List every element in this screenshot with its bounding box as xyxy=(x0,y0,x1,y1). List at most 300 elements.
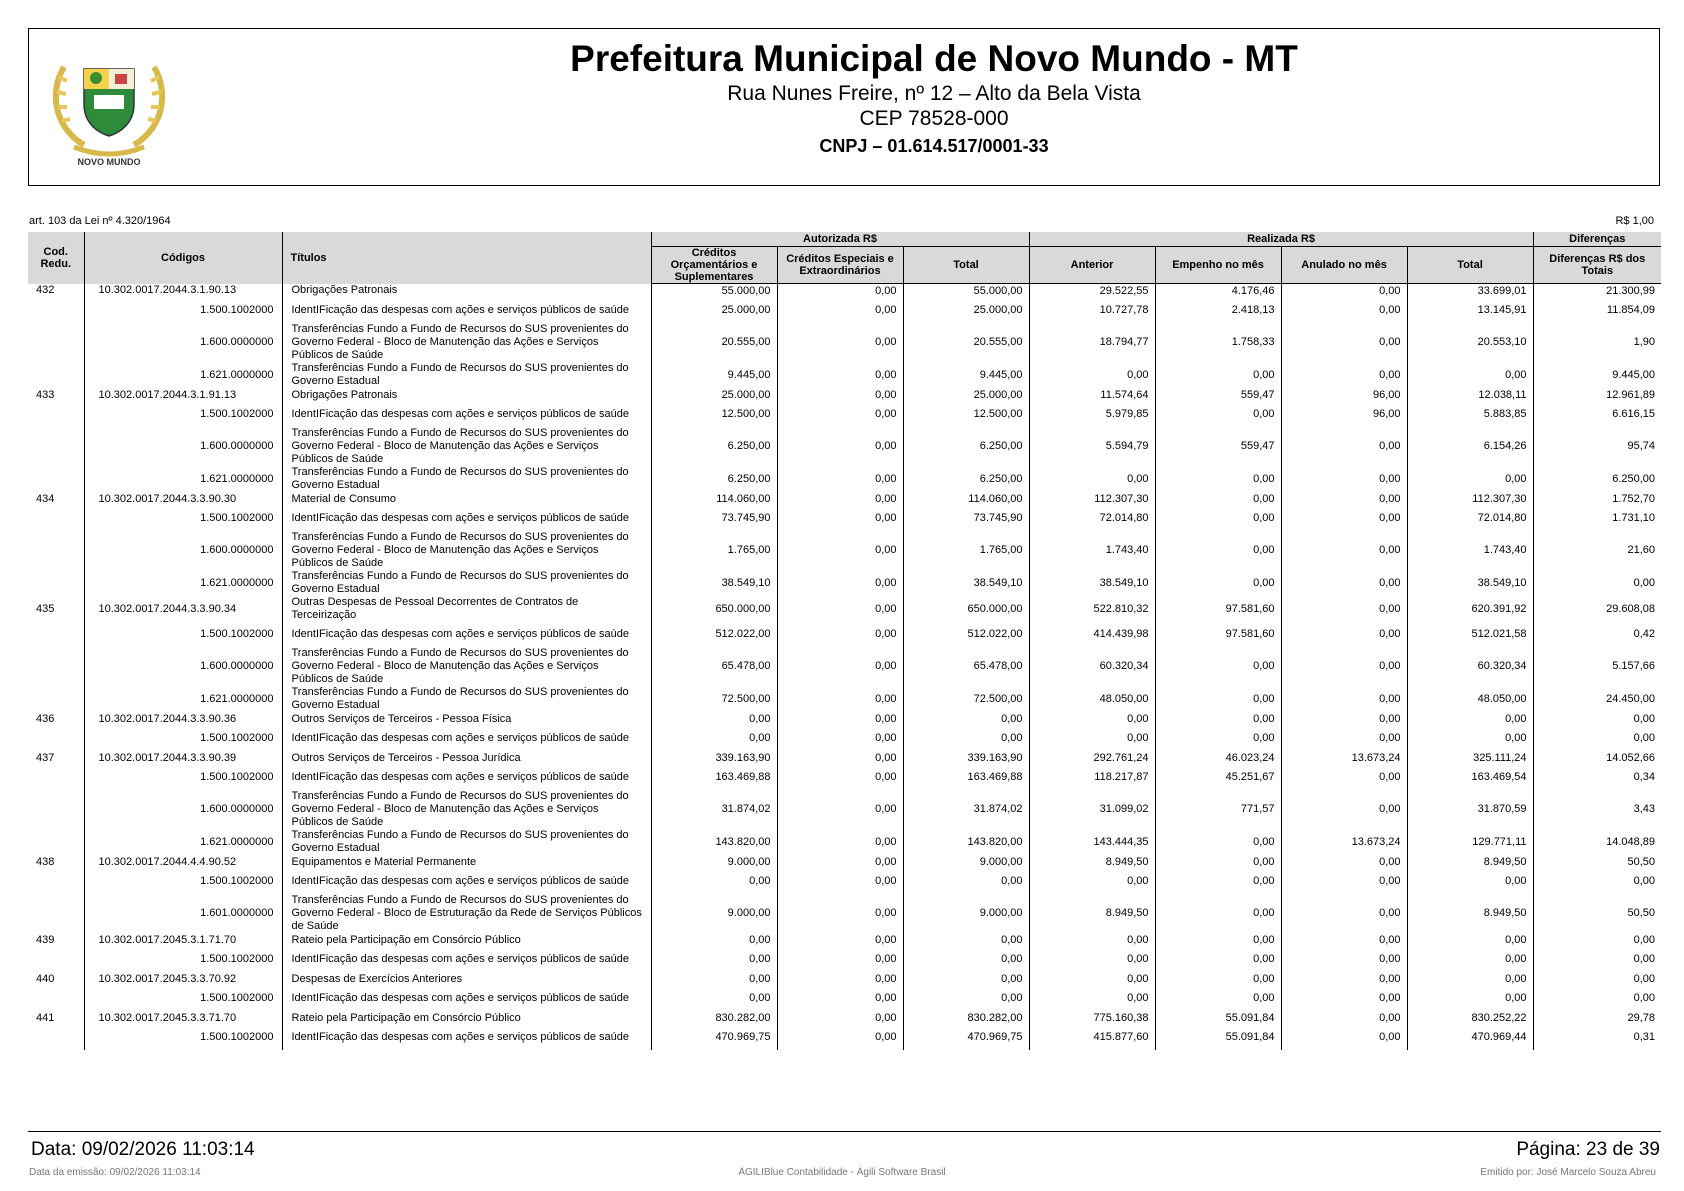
cell-total-autorizada: 0,00 xyxy=(903,933,1029,947)
cell-creditos-especiais: 0,00 xyxy=(777,972,903,986)
cell-empenho: 0,00 xyxy=(1155,570,1281,596)
cell-total-autorizada: 73.745,90 xyxy=(903,506,1029,531)
cell-cod-reduzido: 436 xyxy=(36,712,55,725)
cell-diferenca: 29,78 xyxy=(1533,1011,1661,1025)
table-row xyxy=(28,298,1661,323)
cell-diferenca: 0,42 xyxy=(1533,622,1661,647)
cell-anulado: 13.673,24 xyxy=(1281,751,1407,765)
cell-creditos-orcamentarios: 25.000,00 xyxy=(651,298,777,323)
cell-codigo: 1.500.1002000 xyxy=(84,1025,282,1050)
table-body xyxy=(28,284,1661,1051)
cell-creditos-especiais: 0,00 xyxy=(777,647,903,686)
cell-empenho: 46.023,24 xyxy=(1155,751,1281,765)
cell-total-autorizada: 25.000,00 xyxy=(903,388,1029,402)
cell-total-realizada: 163.469,54 xyxy=(1407,765,1533,790)
cell-creditos-orcamentarios: 0,00 xyxy=(651,933,777,947)
cell-anulado: 0,00 xyxy=(1281,466,1407,492)
cell-cod-reduzido xyxy=(28,466,84,492)
cell-codigo: 1.600.0000000 xyxy=(84,323,282,362)
cell-anterior: 29.522,55 xyxy=(1029,284,1155,299)
col-diferencas-totais: Diferenças R$ dos Totais xyxy=(1533,247,1661,284)
cell-titulo: Transferências Fundo a Fundo de Recursos do SUS provenientes do Governo Federal - Bloco de Estruturação da Rede de Serviços Públicos de Saúde xyxy=(282,894,651,933)
cell-total-realizada: 0,00 xyxy=(1407,869,1533,894)
organization-block xyxy=(29,37,1659,161)
cell-empenho: 0,00 xyxy=(1155,855,1281,869)
cell-creditos-orcamentarios: 9.000,00 xyxy=(651,855,777,869)
group-realizada: Realizada R$ xyxy=(1029,232,1533,247)
cell-empenho: 4.176,46 xyxy=(1155,284,1281,299)
cell-anulado: 0,00 xyxy=(1281,427,1407,466)
cell-creditos-orcamentarios: 830.282,00 xyxy=(651,1011,777,1025)
cell-creditos-orcamentarios: 143.820,00 xyxy=(651,829,777,855)
cell-empenho: 559,47 xyxy=(1155,427,1281,466)
cell-diferenca: 11.854,09 xyxy=(1533,298,1661,323)
cell-total-autorizada: 25.000,00 xyxy=(903,298,1029,323)
table-row xyxy=(28,986,1661,1011)
table-row xyxy=(28,570,1661,596)
cell-total-autorizada: 830.282,00 xyxy=(903,1011,1029,1025)
table-row xyxy=(28,686,1661,712)
cell-creditos-orcamentarios: 20.555,00 xyxy=(651,323,777,362)
cell-cod-reduzido xyxy=(28,686,84,712)
cell-anulado: 0,00 xyxy=(1281,323,1407,362)
cell-total-realizada: 8.949,50 xyxy=(1407,894,1533,933)
cell-diferenca: 6.250,00 xyxy=(1533,466,1661,492)
cell-total-realizada: 0,00 xyxy=(1407,933,1533,947)
cell-anulado: 0,00 xyxy=(1281,855,1407,869)
cell-creditos-especiais: 0,00 xyxy=(777,947,903,972)
cell-diferenca: 0,00 xyxy=(1533,726,1661,751)
cell-total-realizada: 6.154,26 xyxy=(1407,427,1533,466)
cell-creditos-especiais: 0,00 xyxy=(777,765,903,790)
organization-address: Rua Nunes Freire, nº 12 – Alto da Bela Vista xyxy=(727,82,1141,105)
cell-anulado: 0,00 xyxy=(1281,284,1407,299)
cell-creditos-orcamentarios: 12.500,00 xyxy=(651,402,777,427)
cell-total-autorizada: 163.469,88 xyxy=(903,765,1029,790)
cell-diferenca: 0,00 xyxy=(1533,947,1661,972)
cell-empenho: 0,00 xyxy=(1155,492,1281,506)
cell-anterior: 414.439,98 xyxy=(1029,622,1155,647)
cell-total-autorizada: 0,00 xyxy=(903,726,1029,751)
cell-titulo: IdentIFicação das despesas com ações e serviços públicos de saúde xyxy=(282,622,651,647)
cell-diferenca: 3,43 xyxy=(1533,790,1661,829)
cell-anterior: 60.320,34 xyxy=(1029,647,1155,686)
cell-codigo: 1.600.0000000 xyxy=(84,790,282,829)
cell-titulo: IdentIFicação das despesas com ações e serviços públicos de saúde xyxy=(282,947,651,972)
cell-empenho: 2.418,13 xyxy=(1155,298,1281,323)
cell-anterior: 522.810,32 xyxy=(1029,596,1155,622)
cell-titulo: IdentIFicação das despesas com ações e serviços públicos de saúde xyxy=(282,298,651,323)
cell-empenho: 1.758,33 xyxy=(1155,323,1281,362)
cell-total-realizada: 13.145,91 xyxy=(1407,298,1533,323)
cell-total-autorizada: 6.250,00 xyxy=(903,427,1029,466)
cell-cod-reduzido: 433 xyxy=(36,388,55,401)
cell-codigo: 1.601.0000000 xyxy=(84,894,282,933)
col-anulado: Anulado no mês xyxy=(1281,247,1407,284)
cell-creditos-especiais: 0,00 xyxy=(777,894,903,933)
cell-total-autorizada: 339.163,90 xyxy=(903,751,1029,765)
table-row xyxy=(28,972,1661,986)
cell-creditos-orcamentarios: 470.969,75 xyxy=(651,1025,777,1050)
cell-cod-reduzido: 439 xyxy=(36,933,55,946)
cell-creditos-orcamentarios: 38.549,10 xyxy=(651,570,777,596)
cell-creditos-orcamentarios: 25.000,00 xyxy=(651,388,777,402)
cell-cod-reduzido: 432 xyxy=(36,284,55,297)
report-header xyxy=(28,28,1660,186)
cell-total-realizada: 0,00 xyxy=(1407,972,1533,986)
cell-codigo: 1.500.1002000 xyxy=(84,506,282,531)
cell-anulado: 0,00 xyxy=(1281,570,1407,596)
cell-total-autorizada: 114.060,00 xyxy=(903,492,1029,506)
cell-codigo: 1.500.1002000 xyxy=(84,869,282,894)
cell-diferenca: 0,31 xyxy=(1533,1025,1661,1050)
cell-codigo: 1.600.0000000 xyxy=(84,647,282,686)
expense-table xyxy=(28,232,1661,1050)
cell-cod-reduzido: 438 xyxy=(36,855,55,868)
table-row xyxy=(28,531,1661,570)
cell-anulado: 96,00 xyxy=(1281,388,1407,402)
cell-anulado: 0,00 xyxy=(1281,972,1407,986)
cell-anterior: 72.014,80 xyxy=(1029,506,1155,531)
cell-codigo: 10.302.0017.2044.3.3.90.30 xyxy=(84,492,282,506)
cell-creditos-orcamentarios: 6.250,00 xyxy=(651,427,777,466)
cell-empenho: 771,57 xyxy=(1155,790,1281,829)
cell-cod-reduzido xyxy=(28,790,84,829)
cell-empenho: 0,00 xyxy=(1155,506,1281,531)
cell-cod-reduzido: 435 xyxy=(36,602,55,615)
table-row xyxy=(28,402,1661,427)
cell-diferenca: 1,90 xyxy=(1533,323,1661,362)
cell-titulo: Transferências Fundo a Fundo de Recursos do SUS provenientes do Governo Estadual xyxy=(282,362,651,388)
cell-cod-reduzido xyxy=(28,531,84,570)
cell-empenho: 0,00 xyxy=(1155,402,1281,427)
cell-cod-reduzido xyxy=(28,947,84,972)
cell-total-realizada: 72.014,80 xyxy=(1407,506,1533,531)
cell-titulo: IdentIFicação das despesas com ações e serviços públicos de saúde xyxy=(282,402,651,427)
cell-creditos-especiais: 0,00 xyxy=(777,751,903,765)
cell-empenho: 0,00 xyxy=(1155,647,1281,686)
cell-diferenca: 1.731,10 xyxy=(1533,506,1661,531)
cell-total-realizada: 33.699,01 xyxy=(1407,284,1533,299)
cell-creditos-especiais: 0,00 xyxy=(777,1011,903,1025)
cell-titulo: Rateio pela Participação em Consórcio Público xyxy=(282,1011,651,1025)
cell-anulado: 0,00 xyxy=(1281,492,1407,506)
cell-cod-reduzido xyxy=(28,829,84,855)
footer-date: Data: 09/02/2026 11:03:14 xyxy=(31,1139,255,1160)
cell-anulado: 0,00 xyxy=(1281,933,1407,947)
cell-codigo: 10.302.0017.2044.3.3.90.34 xyxy=(84,596,282,622)
cell-cod-reduzido: 440 xyxy=(36,972,55,985)
cell-anterior: 11.574,64 xyxy=(1029,388,1155,402)
cell-anulado: 0,00 xyxy=(1281,531,1407,570)
cell-cod-reduzido xyxy=(28,298,84,323)
cell-codigo: 10.302.0017.2044.3.3.90.36 xyxy=(84,712,282,726)
cell-titulo: Transferências Fundo a Fundo de Recursos do SUS provenientes do Governo Federal - Bloco de Manutenção das Ações e Serviços Públicos de Saúde xyxy=(282,647,651,686)
cell-total-autorizada: 650.000,00 xyxy=(903,596,1029,622)
cell-total-realizada: 112.307,30 xyxy=(1407,492,1533,506)
cell-creditos-especiais: 0,00 xyxy=(777,622,903,647)
table-row xyxy=(28,427,1661,466)
cell-creditos-orcamentarios: 0,00 xyxy=(651,947,777,972)
cell-creditos-especiais: 0,00 xyxy=(777,596,903,622)
table-row xyxy=(28,466,1661,492)
cell-titulo: IdentIFicação das despesas com ações e serviços públicos de saúde xyxy=(282,726,651,751)
cell-anulado: 0,00 xyxy=(1281,596,1407,622)
cell-anulado: 0,00 xyxy=(1281,622,1407,647)
cell-creditos-orcamentarios: 0,00 xyxy=(651,712,777,726)
cell-diferenca: 14.048,89 xyxy=(1533,829,1661,855)
cell-total-realizada: 620.391,92 xyxy=(1407,596,1533,622)
cell-anterior: 0,00 xyxy=(1029,362,1155,388)
col-anterior: Anterior xyxy=(1029,247,1155,284)
cell-anulado: 0,00 xyxy=(1281,647,1407,686)
cell-total-autorizada: 0,00 xyxy=(903,869,1029,894)
cell-total-realizada: 470.969,44 xyxy=(1407,1025,1533,1050)
cell-diferenca: 9.445,00 xyxy=(1533,362,1661,388)
cell-cod-reduzido xyxy=(28,986,84,1011)
cell-empenho: 0,00 xyxy=(1155,947,1281,972)
cell-anulado: 0,00 xyxy=(1281,506,1407,531)
cell-cod-reduzido xyxy=(28,765,84,790)
footer-issued-by: Emitido por: José Marcelo Souza Abreu xyxy=(1480,1167,1656,1178)
cell-cod-reduzido: 441 xyxy=(36,1011,55,1024)
cell-creditos-orcamentarios: 6.250,00 xyxy=(651,466,777,492)
cell-anterior: 112.307,30 xyxy=(1029,492,1155,506)
cell-empenho: 97.581,60 xyxy=(1155,596,1281,622)
cell-titulo: IdentIFicação das despesas com ações e serviços públicos de saúde xyxy=(282,765,651,790)
cell-total-autorizada: 55.000,00 xyxy=(903,284,1029,299)
cell-creditos-especiais: 0,00 xyxy=(777,869,903,894)
cell-codigo: 1.600.0000000 xyxy=(84,531,282,570)
col-creditos-especiais: Créditos Especiais e Extraordinários xyxy=(777,247,903,284)
currency-unit: R$ 1,00 xyxy=(1615,215,1654,227)
cell-creditos-especiais: 0,00 xyxy=(777,284,903,299)
cell-anterior: 5.979,85 xyxy=(1029,402,1155,427)
svg-text:NOVO MUNDO: NOVO MUNDO xyxy=(77,157,141,167)
cell-cod-reduzido: 434 xyxy=(36,492,55,505)
cell-cod-reduzido xyxy=(28,726,84,751)
cell-creditos-orcamentarios: 0,00 xyxy=(651,726,777,751)
cell-anulado: 0,00 xyxy=(1281,298,1407,323)
cell-titulo: Material de Consumo xyxy=(282,492,651,506)
cell-total-autorizada: 31.874,02 xyxy=(903,790,1029,829)
table-row xyxy=(28,765,1661,790)
cell-titulo: Equipamentos e Material Permanente xyxy=(282,855,651,869)
footer-divider xyxy=(28,1131,1661,1132)
cell-creditos-especiais: 0,00 xyxy=(777,298,903,323)
table-row xyxy=(28,596,1661,622)
cell-titulo: IdentIFicação das despesas com ações e serviços públicos de saúde xyxy=(282,986,651,1011)
organization-cep: CEP 78528-000 xyxy=(859,107,1009,130)
table-row xyxy=(28,947,1661,972)
cell-anterior: 10.727,78 xyxy=(1029,298,1155,323)
cell-diferenca: 21,60 xyxy=(1533,531,1661,570)
cell-anterior: 0,00 xyxy=(1029,933,1155,947)
cell-titulo: Transferências Fundo a Fundo de Recursos do SUS provenientes do Governo Federal - Bloco de Manutenção das Ações e Serviços Públicos de Saúde xyxy=(282,323,651,362)
cell-diferenca: 50,50 xyxy=(1533,855,1661,869)
cell-empenho: 0,00 xyxy=(1155,894,1281,933)
table-row xyxy=(28,855,1661,869)
cell-codigo: 10.302.0017.2044.4.4.90.52 xyxy=(84,855,282,869)
cell-codigo: 10.302.0017.2045.3.3.70.92 xyxy=(84,972,282,986)
cell-total-realizada: 5.883,85 xyxy=(1407,402,1533,427)
cell-total-autorizada: 512.022,00 xyxy=(903,622,1029,647)
cell-anulado: 0,00 xyxy=(1281,894,1407,933)
cell-anterior: 118.217,87 xyxy=(1029,765,1155,790)
cell-titulo: IdentIFicação das despesas com ações e serviços públicos de saúde xyxy=(282,869,651,894)
cell-total-autorizada: 9.445,00 xyxy=(903,362,1029,388)
cell-codigo: 10.302.0017.2044.3.1.90.13 xyxy=(84,284,282,299)
cell-empenho: 45.251,67 xyxy=(1155,765,1281,790)
cell-total-autorizada: 20.555,00 xyxy=(903,323,1029,362)
cell-anterior: 292.761,24 xyxy=(1029,751,1155,765)
cell-anulado: 0,00 xyxy=(1281,765,1407,790)
cell-codigo: 1.500.1002000 xyxy=(84,622,282,647)
group-autorizada: Autorizada R$ xyxy=(651,232,1029,247)
cell-total-autorizada: 72.500,00 xyxy=(903,686,1029,712)
cell-diferenca: 6.616,15 xyxy=(1533,402,1661,427)
cell-creditos-especiais: 0,00 xyxy=(777,1025,903,1050)
cell-anterior: 0,00 xyxy=(1029,947,1155,972)
cell-total-autorizada: 470.969,75 xyxy=(903,1025,1029,1050)
cell-creditos-especiais: 0,00 xyxy=(777,570,903,596)
cell-titulo: Despesas de Exercícios Anteriores xyxy=(282,972,651,986)
cell-anterior: 8.949,50 xyxy=(1029,855,1155,869)
table-row xyxy=(28,647,1661,686)
footer-emission-date: Data da emissão: 09/02/2026 11:03:14 xyxy=(29,1167,201,1178)
cell-creditos-especiais: 0,00 xyxy=(777,402,903,427)
cell-anterior: 5.594,79 xyxy=(1029,427,1155,466)
cell-titulo: Outros Serviços de Terceiros - Pessoa Física xyxy=(282,712,651,726)
cell-total-realizada: 20.553,10 xyxy=(1407,323,1533,362)
cell-diferenca: 0,00 xyxy=(1533,570,1661,596)
cell-cod-reduzido xyxy=(28,323,84,362)
table-row xyxy=(28,506,1661,531)
cell-creditos-especiais: 0,00 xyxy=(777,427,903,466)
cell-anterior: 1.743,40 xyxy=(1029,531,1155,570)
cell-empenho: 55.091,84 xyxy=(1155,1011,1281,1025)
cell-codigo: 10.302.0017.2045.3.3.71.70 xyxy=(84,1011,282,1025)
cell-diferenca: 0,00 xyxy=(1533,986,1661,1011)
cell-empenho: 0,00 xyxy=(1155,712,1281,726)
cell-titulo: Transferências Fundo a Fundo de Recursos do SUS provenientes do Governo Federal - Bloco de Manutenção das Ações e Serviços Públicos de Saúde xyxy=(282,531,651,570)
cell-anterior: 0,00 xyxy=(1029,466,1155,492)
table-row xyxy=(28,1011,1661,1025)
cell-creditos-especiais: 0,00 xyxy=(777,466,903,492)
cell-cod-reduzido xyxy=(28,427,84,466)
cell-cod-reduzido xyxy=(28,506,84,531)
cell-anulado: 96,00 xyxy=(1281,402,1407,427)
cell-creditos-orcamentarios: 9.000,00 xyxy=(651,894,777,933)
cell-anterior: 48.050,00 xyxy=(1029,686,1155,712)
cell-titulo: Transferências Fundo a Fundo de Recursos do SUS provenientes do Governo Estadual xyxy=(282,829,651,855)
cell-creditos-especiais: 0,00 xyxy=(777,362,903,388)
cell-creditos-especiais: 0,00 xyxy=(777,933,903,947)
cell-titulo: IdentIFicação das despesas com ações e serviços públicos de saúde xyxy=(282,506,651,531)
cell-diferenca: 29.608,08 xyxy=(1533,596,1661,622)
cell-total-autorizada: 6.250,00 xyxy=(903,466,1029,492)
table-row xyxy=(28,712,1661,726)
cell-diferenca: 24.450,00 xyxy=(1533,686,1661,712)
cell-empenho: 97.581,60 xyxy=(1155,622,1281,647)
cell-titulo: Transferências Fundo a Fundo de Recursos do SUS provenientes do Governo Federal - Bloco de Manutenção das Ações e Serviços Públicos de Saúde xyxy=(282,790,651,829)
cell-diferenca: 0,34 xyxy=(1533,765,1661,790)
cell-diferenca: 0,00 xyxy=(1533,933,1661,947)
cell-titulo: Transferências Fundo a Fundo de Recursos do SUS provenientes do Governo Estadual xyxy=(282,570,651,596)
cell-diferenca: 12.961,89 xyxy=(1533,388,1661,402)
cell-codigo: 1.500.1002000 xyxy=(84,947,282,972)
cell-codigo: 1.621.0000000 xyxy=(84,570,282,596)
cell-total-autorizada: 0,00 xyxy=(903,947,1029,972)
cell-codigo: 10.302.0017.2044.3.1.91.13 xyxy=(84,388,282,402)
cell-creditos-orcamentarios: 73.745,90 xyxy=(651,506,777,531)
cell-creditos-especiais: 0,00 xyxy=(777,686,903,712)
cell-total-realizada: 31.870,59 xyxy=(1407,790,1533,829)
cell-cod-reduzido xyxy=(28,1025,84,1050)
cell-anulado: 0,00 xyxy=(1281,947,1407,972)
cell-total-realizada: 48.050,00 xyxy=(1407,686,1533,712)
cell-anulado: 0,00 xyxy=(1281,1025,1407,1050)
cell-creditos-especiais: 0,00 xyxy=(777,855,903,869)
cell-codigo: 1.500.1002000 xyxy=(84,765,282,790)
cell-codigo: 1.500.1002000 xyxy=(84,402,282,427)
cell-creditos-especiais: 0,00 xyxy=(777,790,903,829)
cell-codigo: 1.621.0000000 xyxy=(84,466,282,492)
table-row xyxy=(28,829,1661,855)
cell-empenho: 0,00 xyxy=(1155,829,1281,855)
cell-anulado: 13.673,24 xyxy=(1281,829,1407,855)
cell-anulado: 0,00 xyxy=(1281,986,1407,1011)
footer-software: ÁGILIBlue Contabilidade - Ágili Software Brasil xyxy=(738,1167,946,1178)
cell-empenho: 0,00 xyxy=(1155,726,1281,751)
cell-anterior: 18.794,77 xyxy=(1029,323,1155,362)
cell-cod-reduzido xyxy=(28,647,84,686)
cell-total-realizada: 0,00 xyxy=(1407,947,1533,972)
cell-empenho: 0,00 xyxy=(1155,531,1281,570)
cell-creditos-orcamentarios: 72.500,00 xyxy=(651,686,777,712)
cell-creditos-especiais: 0,00 xyxy=(777,323,903,362)
cell-codigo: 1.621.0000000 xyxy=(84,686,282,712)
table-row xyxy=(28,284,1661,299)
cell-total-realizada: 512.021,58 xyxy=(1407,622,1533,647)
cell-total-autorizada: 38.549,10 xyxy=(903,570,1029,596)
cell-diferenca: 95,74 xyxy=(1533,427,1661,466)
cell-empenho: 0,00 xyxy=(1155,869,1281,894)
cell-diferenca: 1.752,70 xyxy=(1533,492,1661,506)
cell-empenho: 0,00 xyxy=(1155,686,1281,712)
cell-titulo: IdentIFicação das despesas com ações e serviços públicos de saúde xyxy=(282,1025,651,1050)
cell-total-autorizada: 12.500,00 xyxy=(903,402,1029,427)
cell-creditos-orcamentarios: 339.163,90 xyxy=(651,751,777,765)
group-diferencas: Diferenças xyxy=(1533,232,1661,247)
cell-cod-reduzido xyxy=(28,894,84,933)
cell-cod-reduzido xyxy=(28,570,84,596)
cell-codigo: 10.302.0017.2044.3.3.90.39 xyxy=(84,751,282,765)
cell-codigo: 1.621.0000000 xyxy=(84,362,282,388)
cell-creditos-orcamentarios: 1.765,00 xyxy=(651,531,777,570)
col-total-autorizada: Total xyxy=(903,247,1029,284)
col-cod: Cod. Redu. xyxy=(28,232,84,284)
cell-total-realizada: 129.771,11 xyxy=(1407,829,1533,855)
cell-total-realizada: 0,00 xyxy=(1407,726,1533,751)
cell-creditos-especiais: 0,00 xyxy=(777,726,903,751)
cell-creditos-especiais: 0,00 xyxy=(777,829,903,855)
cell-total-realizada: 0,00 xyxy=(1407,712,1533,726)
cell-titulo: Outras Despesas de Pessoal Decorrentes de Contratos de Terceirização xyxy=(282,596,651,622)
cell-anterior: 143.444,35 xyxy=(1029,829,1155,855)
cell-total-autorizada: 65.478,00 xyxy=(903,647,1029,686)
cell-total-autorizada: 0,00 xyxy=(903,986,1029,1011)
